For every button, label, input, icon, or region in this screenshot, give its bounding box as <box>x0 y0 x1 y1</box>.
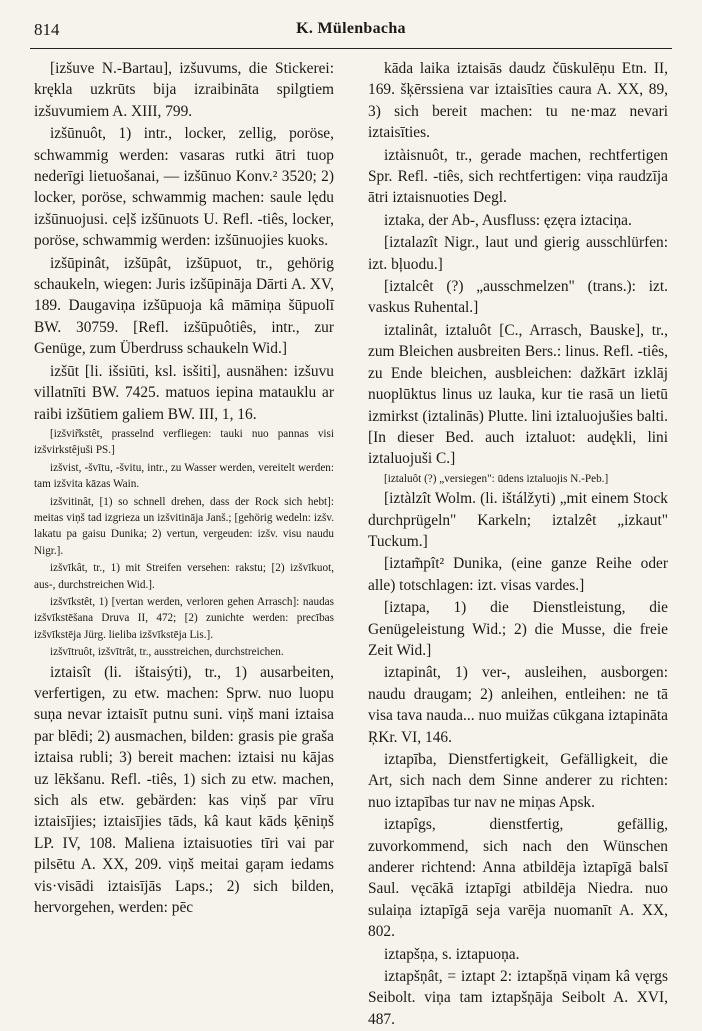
dictionary-entry: izšvīkstêt, 1) [vertan werden, verloren gehen Arrasch]: naudas izšvīkstēšana Druva II, 472; [2) zunichte werden: precības izšvīkstēja Jürg. lieliba izšvīkstēja Lis.]. <box>34 595 334 641</box>
running-head: K. Mülenbacha <box>296 20 406 37</box>
dictionary-entry: kāda laika iztaisās daudz čūskulēņu Etn. II, 169. šķērssiena var iztaisīties caura A. XX, 89, 3) sich bereit machen: tu ne·maz nevari iztaisīties. <box>368 60 668 142</box>
dictionary-entry: [iztalcêt (?) „ausschmelzen" (trans.): izt. vaskus Ruhental.] <box>368 278 668 317</box>
dictionary-entry: iztalinât, iztaluôt [C., Arrasch, Bauske], tr., zum Bleichen ausbreiten Bers.: linus. Refl. -tiês, zu Ende bleichen, ausbleichen: dažkārt izklāj nuoplūktus linus uz lauka, kur tie rasā un lietū izmirkst (iztalinās) Plutte. lini iztaluojušies balti. [In dieser Bed. auch iztaluot: audękli, lini iztaluojuši C.] <box>368 321 668 468</box>
dictionary-entry: izšvītruôt, izšvītrât, tr., ausstreichen, durchstreichen. <box>50 646 284 659</box>
dictionary-entry: iztapība, Dienstfertigkeit, Gefälligkeit, die Art, sich nach dem Sinne anderer zu richten: nuo iztapības tur nav ne miņas Apsk. <box>368 751 668 811</box>
dictionary-entry: izšvist, -švītu, -švitu, intr., zu Wasser werden, vereitelt werden: tam izšvita kāzas Wain. <box>34 461 334 491</box>
dictionary-entry: iztapšņât, = iztapt 2: iztapšņā viņam kâ vęrgs Seibolt. viņa tam iztapšņāja Seibolt A. XVI, 487. <box>368 968 668 1028</box>
dictionary-entry: iztapšņa, s. iztapuoņa. <box>384 945 520 963</box>
dictionary-entry: iztàisnuôt, tr., gerade machen, rechtfertigen Spr. Refl. -tiês, sich rechtfertigen: viņa raudzīja ātri iztaisnuoties Degl. <box>368 146 668 207</box>
dictionary-entry: [iztaluôt (?) „versiegen": ūdens iztaluojis N.-Peb.] <box>384 472 609 485</box>
dictionary-entry: [izšuve N.-Bartau], izšuvums, die Stickerei: krękla uzkrūts bija izraibināta spilgtiem izšuvumiem A. XIII, 799. <box>34 60 334 120</box>
page-header <box>30 14 672 49</box>
dictionary-entry: izšvitinât, [1) so schnell drehen, dass der Rock sich hebt]: meitas viņš tad izgrieza un izšvitināja Janš.; [gehörig wedeln: izšv. lakatu pa gaisu Dunika; 2) vertun, vergeuden: izšv. visu naudu Nigr.]. <box>34 495 334 557</box>
dictionary-entry: iztapinât, 1) ver-, ausleihen, ausborgen: naudu draugam; 2) anleihen, entleihen: ne tā visa tava nauda... nuo muižas cūkgana iztapināta ŖKr. VI, 146. <box>368 664 668 746</box>
page-number: 814 <box>34 20 60 39</box>
dictionary-entry: [iztapa, 1) die Dienstleistung, die Genügeleistung Wid.; 2) die Musse, die freie Zeit Wid.] <box>368 599 668 659</box>
dictionary-entry: iztaka, der Ab-, Ausfluss: ęzęra iztaciņa. <box>384 211 632 229</box>
dictionary-entry: izšūt [li. išsiūti, ksl. isšiti], ausnähen: izšuvu villatnīti BW. 7425. matuos iepina matauklu ar raibi izšūtiem galiem BW. III, 1, 16. <box>34 362 334 423</box>
dictionary-entry: iztaisît (li. ištaisýti), tr., 1) ausarbeiten, verfertigen, zu etw. machen: Sprw. nuo luopu suņa nevar iztaisīt putnu suni. viņš mani iztaisa par blēdi; 2) ausmachen, bilden: grasis pie graša iztaisa rubli; 3) bereit machen: iztaisi nu kājas uz lēkšanu. Refl. -tiês, 1) sich zu etw. machen, sich als etw. gebärden: kas viņš par vīru iztaisījies; iztaisījies tāds, kâ kaut kāds ķēniņš LP. IV, 108. Maliena iztaisuoties tīri vai par pilsētu A. XX, 209. viņš meitai gaŗam iedams vis·visādi iztaisījās Laps.; 2) sich bilden, hervorgehen, werden: pēc <box>34 663 334 917</box>
right-column <box>368 58 668 1031</box>
dictionary-entry: izšvīkât, tr., 1) mit Streifen versehen: rakstu; [2) izšvīkuot, aus-, durchstreichen Wid.]. <box>34 562 334 591</box>
dictionary-entry: izšūpinât, izšūpât, izšūpuot, tr., gehörig schaukeln, wiegen: Juris izšūpināja Dārti A. XV, 189. Daugaviņa izšūpuoja kâ māmiņa šūpuolī BW. 30759. [Refl. izšūpuôtiês, intr., zur Genüge, zum Überdruss schaukeln Wid.] <box>34 254 334 358</box>
dictionary-entry: [iztàlzît Wolm. (li. ištálžyti) „mit einem Stock durchprügeln" Karkeln; iztalzêt „izkaut" Tuckum.] <box>368 490 668 550</box>
dictionary-entry: [izšvir̃kstêt, prasselnd verfliegen: tauki nuo pannas visi izšvirkstêjuši PS.] <box>34 427 334 457</box>
dictionary-entry: iztapîgs, dienstfertig, gefällig, zuvorkommend, sich nach den Wünschen anderer richtend: Anna atbildēja ìztapīgā balsī Saul. vęcākā iztapīgi atbildēja Niedra. nuo sulaiņa iztapīgā seja varēja nuomanīt A. XX, 802. <box>368 816 668 941</box>
dictionary-entry: izšūnuôt, 1) intr., locker, zellig, poröse, schwammig werden: vasaras rutki ātri tuop nederīgi lietuošanai, — izšūnuo Konv.² 3520; 2) locker, poröse, schwammig machen: saule lędu izšūnuojusi. ceļš izšūnuots U. Refl. -tiês, locker, poröse, schwammig werden: izšūnuojies kuoks. <box>34 125 334 250</box>
left-column <box>34 58 334 919</box>
dictionary-entry: [iztalazît Nigr., laut und gierig ausschlürfen: izt. bļuodu.] <box>368 234 668 273</box>
dictionary-entry: [iztam̃pît² Dunika, (eine ganze Reihe oder alle) totschlagen: izt. visas vardes.] <box>368 555 668 594</box>
